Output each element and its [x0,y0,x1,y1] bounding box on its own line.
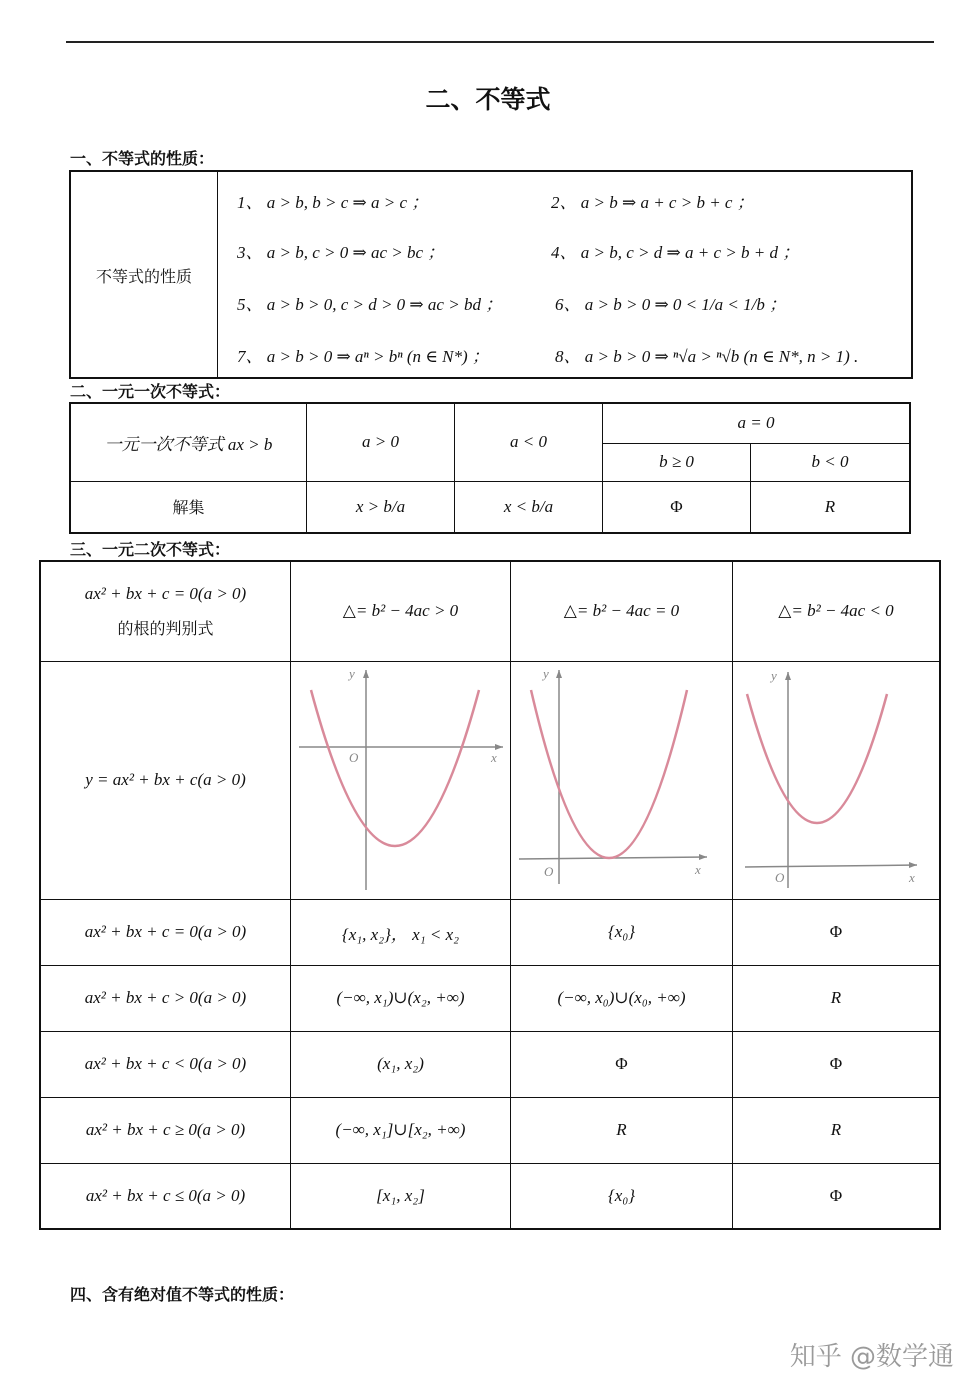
quadratic-header-eq: ax² + bx + c = 0(a > 0) [84,583,247,603]
graph-zero [511,662,732,895]
row-le-pos: [x₁, x₂] [291,1163,511,1229]
linear-col-b-nonneg: b ≥ 0 [603,443,751,481]
row-lt-zero: Φ [511,1031,733,1097]
linear-col-a-zero: a = 0 [603,403,911,443]
linear-row-label: 解集 [70,481,307,533]
row-eq-label: ax² + bx + c = 0(a > 0) [40,899,291,965]
y-axis-label: y [771,667,777,683]
linear-inequality-table [69,402,911,534]
row-le-neg: Φ [733,1163,941,1229]
x-axis-label: x [491,749,497,765]
section2-heading: 二、一元一次不等式： [70,382,231,401]
quadratic-header-cell [40,561,291,661]
section4-heading: 四、含有绝对值不等式的性质： [70,1285,295,1304]
graph-label: y = ax² + bx + c(a > 0) [40,661,291,899]
quadratic-header-eq-label: 的根的判别式 [117,618,214,638]
properties-row-label: 不等式的性质 [95,267,192,286]
property-1: 1、 a > b, b > c ⇒ a > c ； [237,193,429,212]
linear-sol-a-neg: x < b/a [455,481,603,533]
quadratic-inequality-table [39,560,941,1230]
x-axis-arrow [909,862,917,868]
graph-neg [733,662,939,895]
page-title: 二、不等式 [425,85,551,114]
linear-sol-a-pos: x > b/a [307,481,455,533]
x-axis [745,865,917,867]
linear-sol-b-neg: R [751,481,911,533]
property-6: 6、 a > b > 0 ⇒ 0 < 1/a < 1/b ； [555,295,787,314]
graph-zero-cell [511,661,733,899]
row-ge-zero: R [511,1097,733,1163]
property-5: 5、 a > b > 0, c > d > 0 ⇒ ac > bd ； [237,295,503,314]
y-axis-arrow [363,670,369,678]
graph-neg-cell [733,661,941,899]
disc-zero: △= b² − 4ac = 0 [511,561,733,661]
graph-pos [291,662,510,895]
top-rule [66,41,934,43]
parabola-curve [311,690,479,846]
row-eq-neg: Φ [733,899,941,965]
section3-heading: 三、一元二次不等式： [70,540,231,559]
linear-col-a-neg: a < 0 [455,403,603,481]
origin-label: O [349,749,359,765]
properties-table [69,170,913,379]
property-3: 3、 a > b, c > 0 ⇒ ac > bc ； [237,243,445,262]
linear-header-label: 一元一次不等式 ax > b [70,403,307,481]
row-gt-label: ax² + bx + c > 0(a > 0) [40,965,291,1031]
x-axis-arrow [699,854,707,860]
row-gt-zero: (−∞, x₀)∪(x₀, +∞) [511,965,733,1031]
row-eq-zero: {x₀} [511,899,733,965]
property-8: 8、 a > b > 0 ⇒ ⁿ√a > ⁿ√b (n ∈ N*, n > 1) . [555,347,859,366]
origin-label: O [544,863,554,879]
linear-col-a-pos: a > 0 [307,403,455,481]
row-lt-label: ax² + bx + c < 0(a > 0) [40,1031,291,1097]
row-ge-label: ax² + bx + c ≥ 0(a > 0) [40,1097,291,1163]
row-lt-pos: (x₁, x₂) [291,1031,511,1097]
linear-col-b-neg: b < 0 [751,443,911,481]
property-4: 4、 a > b, c > d ⇒ a + c > b + d ； [551,243,800,262]
row-le-zero: {x₀} [511,1163,733,1229]
y-axis-arrow [556,670,562,678]
row-ge-pos: (−∞, x₁]∪[x₂, +∞) [291,1097,511,1163]
properties-divider [217,172,218,377]
y-axis-label: y [349,665,355,681]
origin-label: O [775,869,785,885]
parabola-curve [531,690,687,858]
row-gt-neg: R [733,965,941,1031]
row-ge-neg: R [733,1097,941,1163]
x-axis-label: x [909,869,915,885]
row-lt-neg: Φ [733,1031,941,1097]
disc-neg: △= b² − 4ac < 0 [733,561,941,661]
row-gt-pos: (−∞, x₁)∪(x₂, +∞) [291,965,511,1031]
row-eq-pos: {x₁, x₂}， x₁ < x₂ [291,899,511,965]
linear-sol-b-nonneg: Φ [603,481,751,533]
row-le-label: ax² + bx + c ≤ 0(a > 0) [40,1163,291,1229]
watermark: 知乎 @数学通 [789,1342,954,1372]
graph-pos-cell [291,661,511,899]
section1-heading: 一、不等式的性质： [70,149,215,168]
x-axis-label: x [695,861,701,877]
parabola-curve [747,694,887,823]
disc-pos: △= b² − 4ac > 0 [291,561,511,661]
y-axis-label: y [543,665,549,681]
property-2: 2、 a > b ⇒ a + c > b + c ； [551,193,754,212]
property-7: 7、 a > b > 0 ⇒ aⁿ > bⁿ (n ∈ N*) ； [237,347,489,366]
y-axis-arrow [785,672,791,680]
